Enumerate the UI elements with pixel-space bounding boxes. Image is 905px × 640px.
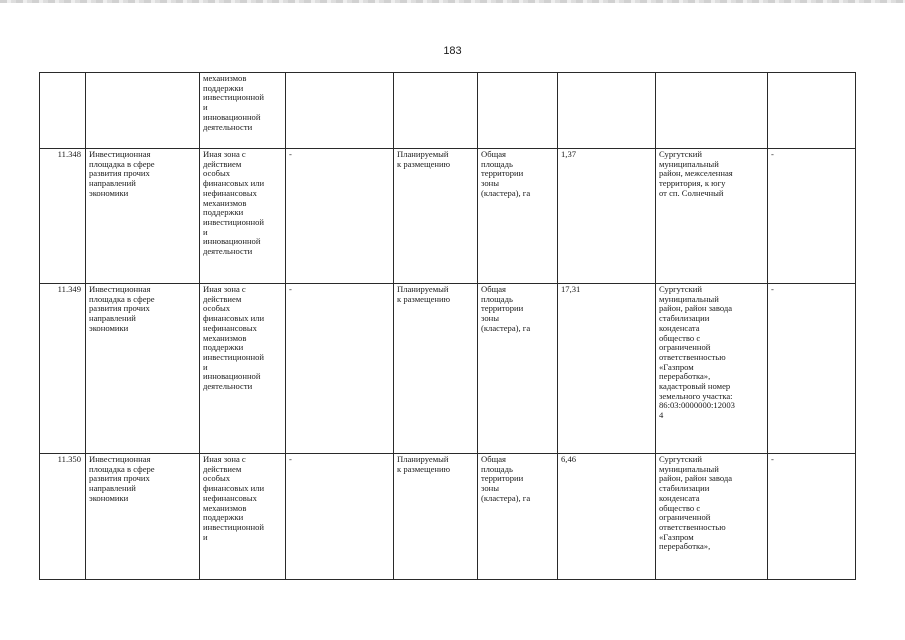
table-row [40, 454, 856, 580]
cell-col9: - [768, 149, 856, 284]
cell-col4: - [286, 149, 394, 284]
cell-name: Инвестиционная площадка в сфере развития прочих направлений экономики [86, 454, 200, 580]
cell-zone-type: механизмов поддержки инвестиционной и инновационной деятельности [200, 73, 286, 149]
cell-col4: - [286, 284, 394, 454]
cell-name: Инвестиционная площадка в сфере развития прочих направлений экономики [86, 149, 200, 284]
cell-status: Планируемый к размещению [394, 284, 478, 454]
cell-name [86, 73, 200, 149]
cell-parameter: Общая площадь территории зоны (кластера), га [478, 454, 558, 580]
cell-status: Планируемый к размещению [394, 454, 478, 580]
cell-parameter: Общая площадь территории зоны (кластера), га [478, 284, 558, 454]
cell-location: Сургутский муниципальный район, район завода стабилизации конденсата общество с ограниченной ответственностью «Газпром переработка», кадастровый номер земельного участка: 86:03:0000000:12003 4 [656, 284, 768, 454]
cell-number: 11.349 [40, 284, 86, 454]
cell-zone-type: Иная зона с действием особых финансовых или нефинансовых механизмов поддержки инвестиционной и [200, 454, 286, 580]
cell-value: 17,31 [558, 284, 656, 454]
cell-col4 [286, 73, 394, 149]
cell-number: 11.350 [40, 454, 86, 580]
cell-status [394, 73, 478, 149]
table-row [40, 284, 856, 454]
cell-location: Сургутский муниципальный район, межселенная территория, к югу от сп. Солнечный [656, 149, 768, 284]
cell-number [40, 73, 86, 149]
cell-col9: - [768, 284, 856, 454]
table-row [40, 149, 856, 284]
cell-location: Сургутский муниципальный район, район завода стабилизации конденсата общество с ограниченной ответственностью «Газпром переработка», [656, 454, 768, 580]
cell-zone-type: Иная зона с действием особых финансовых или нефинансовых механизмов поддержки инвестиционной и инновационной деятельности [200, 284, 286, 454]
cell-col9: - [768, 454, 856, 580]
cell-location [656, 73, 768, 149]
table-row [40, 73, 856, 149]
cell-number: 11.348 [40, 149, 86, 284]
cell-value [558, 73, 656, 149]
cell-col4: - [286, 454, 394, 580]
objects-table [39, 72, 856, 580]
cell-parameter: Общая площадь территории зоны (кластера), га [478, 149, 558, 284]
scan-edge [0, 0, 905, 3]
cell-col9 [768, 73, 856, 149]
cell-value: 1,37 [558, 149, 656, 284]
cell-status: Планируемый к размещению [394, 149, 478, 284]
cell-value: 6,46 [558, 454, 656, 580]
cell-parameter [478, 73, 558, 149]
cell-name: Инвестиционная площадка в сфере развития прочих направлений экономики [86, 284, 200, 454]
cell-zone-type: Иная зона с действием особых финансовых или нефинансовых механизмов поддержки инвестиционной и инновационной деятельности [200, 149, 286, 284]
page-number: 183 [443, 45, 462, 57]
